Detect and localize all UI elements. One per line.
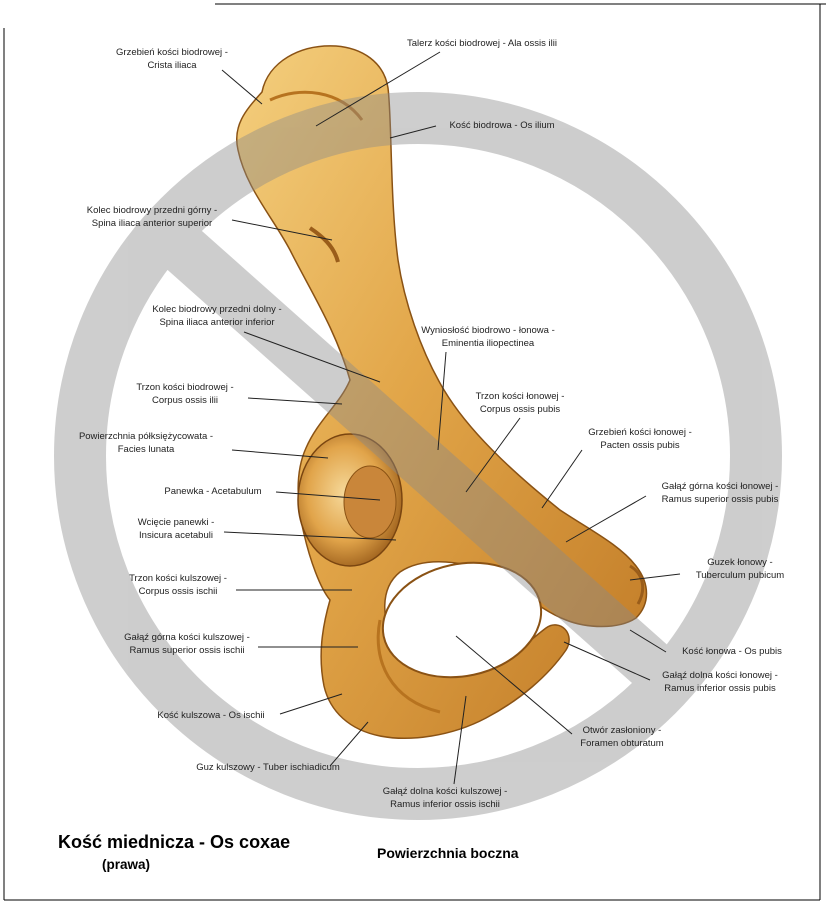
diagram-title: Kość miednicza - Os coxae <box>58 832 291 852</box>
label-pecten-ossis-pubis: Grzebień kości łonowej - Pacten ossis pubis <box>588 427 692 451</box>
label-incisura-acetabuli: Wcięcie panewki - Insicura acetabuli <box>137 517 215 541</box>
label-ramus-inferior-ossis-pubis: Gałąź dolna kości łonowej - Ramus inferior ossis pubis <box>662 670 778 694</box>
label-facies-lunata: Powierzchnia półksiężycowata - Facies lunata <box>78 431 214 455</box>
label-spina-iliaca-anterior-inferior: Kolec biodrowy przedni dolny - Spina iliaca anterior inferior <box>152 304 282 328</box>
label-acetabulum: Panewka - Acetabulum <box>164 486 262 497</box>
label-ramus-inferior-ossis-ischii: Gałąź dolna kości kulszowej - Ramus inferior ossis ischii <box>382 786 508 810</box>
label-ramus-superior-ossis-pubis: Gałąź górna kości łonowej - Ramus superior ossis pubis <box>661 481 779 505</box>
label-eminentia-iliopectinea: Wyniosłość biodrowo - łonowa - Eminentia iliopectinea <box>421 325 555 349</box>
label-crista-iliaca: Grzebień kości biodrowej - Crista iliaca <box>116 47 228 71</box>
label-tuber-ischiadicum: Guz kulszowy - Tuber ischiadicum <box>196 762 340 773</box>
label-spina-iliaca-anterior-superior: Kolec biodrowy przedni górny - Spina iliaca anterior superior <box>86 205 218 229</box>
label-os-ilium: Kość biodrowa - Os ilium <box>449 120 555 131</box>
label-ala-ossis-ilii: Talerz kości biodrowej - Ala ossis ilii <box>407 38 557 49</box>
label-corpus-ossis-ilii: Trzon kości biodrowej - Corpus ossis ilii <box>136 382 234 406</box>
label-corpus-ossis-ischii: Trzon kości kulszowej - Corpus ossis ischii <box>129 573 227 597</box>
diagram-subtitle: (prawa) <box>102 857 151 872</box>
label-os-ischii: Kość kulszowa - Os ischii <box>157 710 265 721</box>
label-ramus-superior-ossis-ischii: Gałąź górna kości kulszowej - Ramus superior ossis ischii <box>124 632 250 656</box>
view-label: Powierzchnia boczna <box>377 845 519 861</box>
label-tuberculum-pubicum: Guzek łonowy - Tuberculum pubicum <box>695 557 785 581</box>
label-foramen-obturatum: Otwór zasłoniony - Foramen obturatum <box>580 725 664 749</box>
label-corpus-ossis-pubis: Trzon kości łonowej - Corpus ossis pubis <box>475 391 565 415</box>
label-os-pubis: Kość łonowa - Os pubis <box>682 646 782 657</box>
